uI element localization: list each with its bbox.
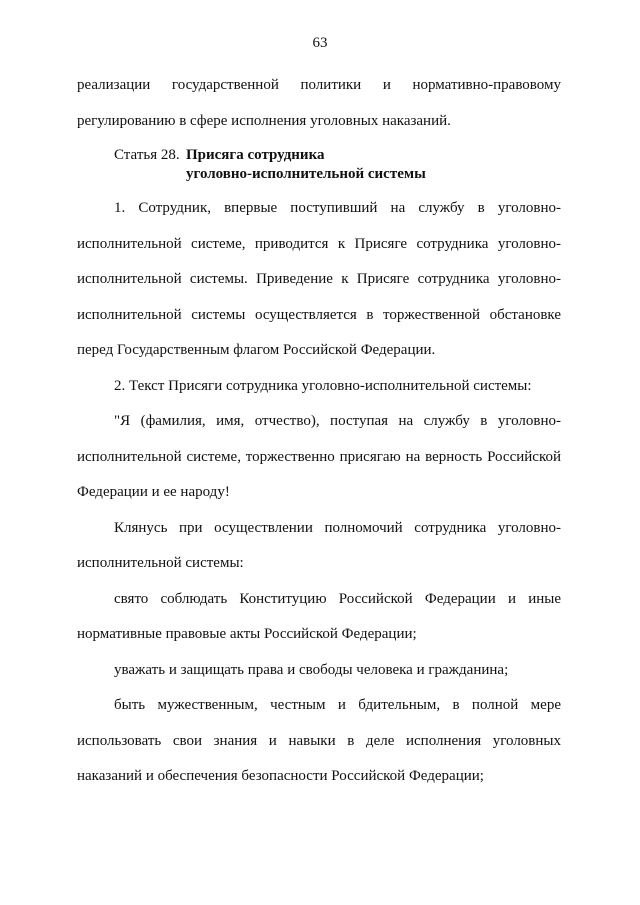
oath-paragraph-4: уважать и защищать права и свободы человека и гражданина; [114,661,509,678]
page-number: 63 [312,35,328,51]
document-body [77,68,561,795]
oath-paragraph-5: быть мужественным, честным и бдительным, в полной мере использовать свои знания и навыки в деле исполнения уголовных наказаний и обеспечения безопасности Российской Федерации; [77,697,561,784]
paragraph-2: 2. Текст Присяги сотрудника уголовно-исполнительной системы: [114,377,532,394]
oath-paragraph-2: Клянусь при осуществлении полномочий сотрудника уголовно-исполнительной системы: [77,519,561,571]
oath-paragraph-3: свято соблюдать Конституцию Российской Федерации и иные нормативные правовые акты Российской Федерации; [77,590,561,642]
article-title-line2: уголовно-исполнительной системы [186,165,426,182]
paragraph-continuation-line1: реализации государственной политики и нормативно-правовому [77,77,561,93]
article-label: Статья 28. [114,147,180,163]
article-title-line1: Присяга сотрудника [186,147,325,163]
article-heading [77,146,561,183]
article-title [186,146,426,183]
oath-paragraph-1: "Я (фамилия, имя, отчество), поступая на службу в уголовно-исполнительной системе, торжественно присягаю на верность Российской Федерации и ее народу! [77,413,561,500]
paragraph-1: 1. Сотрудник, впервые поступивший на службу в уголовно-исполнительной системе, приводится к Присяге сотрудника уголовно-исполнительной системы. Приведение к Присяге сотрудника уголовно-исполнительной системы осуществляется в торжественной обстановке перед Государственным флагом Российской Федерации. [77,200,561,358]
paragraph-continuation-line2: регулированию в сфере исполнения уголовных наказаний. [77,112,451,129]
